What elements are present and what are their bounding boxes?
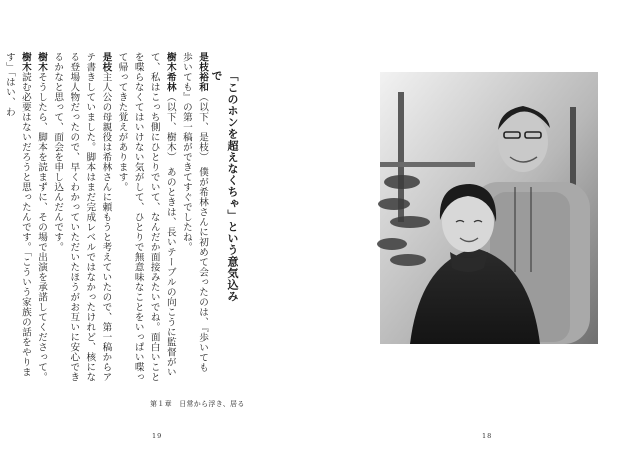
paragraph-text: （以下、是枝） 僕が希林さんに初めて会ったのは、『歩いても 歩いても』の第一稿ができてすぐでしたね。 bbox=[180, 52, 208, 373]
speaker-label: 是枝裕和 bbox=[197, 52, 208, 92]
page-number-right: 18 bbox=[482, 432, 493, 440]
paragraph-2 bbox=[113, 52, 177, 382]
speaker-label: 樹木 bbox=[36, 52, 48, 72]
speaker-label: 樹木希林 bbox=[164, 52, 176, 92]
paragraph-text: （以下、樹木） あのときは、長いテーブルの向こうに監督がいて、私はこっち側にひとりでいて、なんだか面接みたいでね。面白いことを喋らなくてはいけない気がして、ひとりで無意味なことをいっぱい喋って帰ってきた覚えがあります。 bbox=[116, 52, 176, 382]
paragraph-text: 主人公の母親役は希林さんに頼もうと考えていたので、第一稿からアテ書きしていました。脚本はまだ完成レベルではなかったけれど、核になる登場人物だったので、早くわかっていただいたほうがお互いに安心できるかなと思って、面会を申し込んだんです。 bbox=[52, 52, 112, 382]
running-head: 第１章 日常から浮き、居る bbox=[150, 400, 245, 408]
speaker-label: 是枝 bbox=[100, 52, 112, 72]
paragraph-text: 読む必要はないだろうと思ったんです。「こういう家族の話をやります」「はい、わ bbox=[3, 52, 31, 378]
section-title: 「このホンを超えなくちゃ」という意気込みで bbox=[210, 70, 239, 302]
paragraph-text: そうしたら、脚本を読まずに、その場で出演を承諾してくださって。 bbox=[36, 72, 48, 382]
paragraph-1 bbox=[178, 52, 210, 382]
body-text bbox=[3, 52, 210, 382]
photo-image bbox=[380, 72, 598, 344]
paragraph-3 bbox=[49, 52, 113, 382]
portrait-photo bbox=[380, 72, 598, 344]
page-number-left: 19 bbox=[152, 432, 163, 440]
paragraph-4 bbox=[33, 52, 49, 382]
paragraph-5 bbox=[1, 52, 33, 382]
speaker-label: 樹木 bbox=[19, 52, 31, 72]
